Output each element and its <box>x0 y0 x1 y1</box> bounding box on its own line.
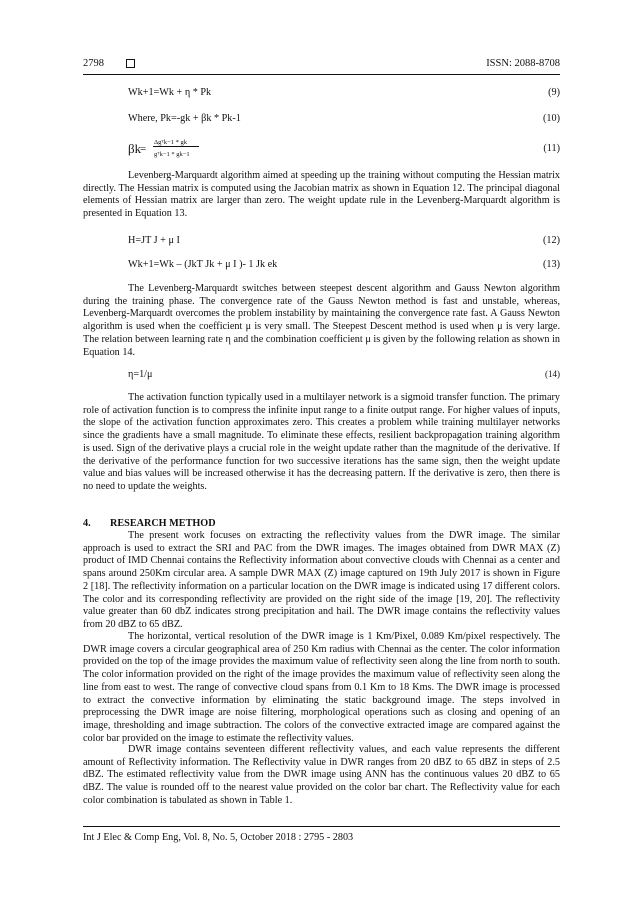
paragraph-levenberg-marquardt: Levenberg-Marquardt algorithm aimed at speeding up the training without computing the Hessian matrix directly. The Hessian matrix is computed using the Jacobian matrix as shown in Equation 12. The principal diagonal elements of Hessian matrix are larger than zero. The weight update rule in the Levenberg-Marquardt algorithm is presented in Equation 13. <box>83 170 560 220</box>
equation-13-number: (13) <box>543 259 560 270</box>
paragraph-research-method: The present work focuses on extracting the reflectivity values from the DWR image. The similar approach is used to extract the SRI and PAC from the DWR images. The images obtained from DWR MAX (Z) product of IMD Chennai contains the Reflectivity information about convective clouds with Chennai as a center and spans around 250Km circular area. A sample DWR MAX (Z) image captured on 19th July 2017 is shown in Figure 2 [18]. The reflectivity information on a particular location on the DWR image is indicated using 17 different colors. The color and its corresponding reflectivity are provided on the right side of the image [19, 20]. The reflectivity value greater than 60 dbZ indicates strong precipitation and hail. The DWR image contains the reflectivity values from 20 dBZ to 65 dBZ. <box>83 530 560 630</box>
equation-13-text: Wk+1=Wk – (JkT Jk + μ I )- 1 Jk ek <box>128 259 278 270</box>
equation-14-text: η=1/μ <box>128 369 153 380</box>
paragraph-activation-function: The activation function typically used in a multilayer network is a sigmoid transfer function. The primary role of activation function is to compress the infinite input range to a finite output range. For higher values of inputs, the slope of the activation function approximates zero. This creates a problem while training multilayer networks since the gradients have a small magnitude. To eliminate these effects, resilient backpropagation training algorithm is used. Sign of the derivative plays a crucial role in the weight update rather than the magnitude of the derivative. If the derivative of the performance function for two successive iterations has the same sign, then the weight update value and bias values will be increased otherwise it has the decreasing pattern. If the derivative is zero, then there is no need to update the weights. <box>83 392 560 492</box>
fraction-bar <box>153 146 199 147</box>
equation-11-formula <box>128 136 208 162</box>
equation-11-number: (11) <box>543 143 560 154</box>
equation-10-text: Where, Pk=-gk + βk * Pk-1 <box>128 113 241 124</box>
footer-rule <box>83 826 560 827</box>
equation-9-text: Wk+1=Wk + η * Pk <box>128 87 212 98</box>
header-rule <box>83 74 560 75</box>
paragraph-dwr-resolution: The horizontal, vertical resolution of the DWR image is 1 Km/Pixel, 0.089 Km/pixel respectively. The DWR image covers a circular geographical area of 250 Km radius with Chennai as the center. The color information provided on the top of the image provides the maximum value of reflectivity seen along the line from north to south. The color information provided on the right of the image provides the maximum value of reflectivity seen along the line from east to west. The range of convective cloud spans from 0.1 Km to 18 Kms. The DWR image is processed to extract the convective information by eliminating the static background image. The steps involved in preprocessing the DWR image are noise filtering, morphological operations such as closing and opening of an image, thresholding and image subtraction. The colors of the convective extracted image are compared against the color bar provided on the image to estimate the reflectivity values. <box>83 631 560 744</box>
paragraph-gauss-newton: The Levenberg-Marquardt switches between steepest descent algorithm and Gauss Newton algorithm during the training phase. The convergence rate of the Gauss Newton method is fast and unstable, whereas, Levenberg-Marquardt overcomes the problem instability by maintaining the convergence rate fast. A Gauss Newton algorithm is used when the coefficient μ is very small. The Steepest Descent method is used when μ is very large. The relation between learning rate η and the combination coefficient μ is given by the following relation as shown in Equation 14. <box>83 283 560 358</box>
equation-14-number: (14) <box>545 369 560 379</box>
equation-14 <box>128 368 560 381</box>
footer-citation: Int J Elec & Comp Eng, Vol. 8, No. 5, October 2018 : 2795 - 2803 <box>83 832 354 843</box>
equation-13 <box>128 258 560 271</box>
equation-11-denominator: gᵀk−1 * gk−1 <box>154 151 190 158</box>
paragraph-reflectivity-values: DWR image contains seventeen different reflectivity values, and each value represents the different amount of Reflectivity information. The Reflectivity value in DWR ranges from 20 dBZ to 65 dBZ in steps of 2.5 dBZ. The estimated reflectivity value from the DWR image using ANN has the continuous values 20 dBZ to 65 dBZ. The value is rounded off to the nearest value provided on the color bar chart. The Reflectivity value for each color combination is tabulated as shown in Table 1. <box>83 744 560 806</box>
page-number: 2798 <box>83 58 104 69</box>
section-title: RESEARCH METHOD <box>110 518 216 529</box>
section-number: 4. <box>83 518 91 529</box>
equals-sign: = <box>140 143 147 155</box>
section-heading <box>83 518 216 529</box>
equation-9 <box>128 86 560 99</box>
issn-label: ISSN: 2088-8708 <box>486 58 560 69</box>
equation-12-text: H=JT J + μ I <box>128 235 180 246</box>
equation-11-lhs: βk <box>128 141 142 156</box>
equation-12 <box>128 234 560 247</box>
equation-11-numerator: Δgᵀk−1 * gk <box>154 139 187 146</box>
checkbox-square-icon <box>126 59 135 68</box>
equation-10 <box>128 112 560 125</box>
equation-10-number: (10) <box>543 113 560 124</box>
equation-12-number: (12) <box>543 235 560 246</box>
page-header <box>83 58 560 74</box>
equation-9-number: (9) <box>548 87 560 98</box>
